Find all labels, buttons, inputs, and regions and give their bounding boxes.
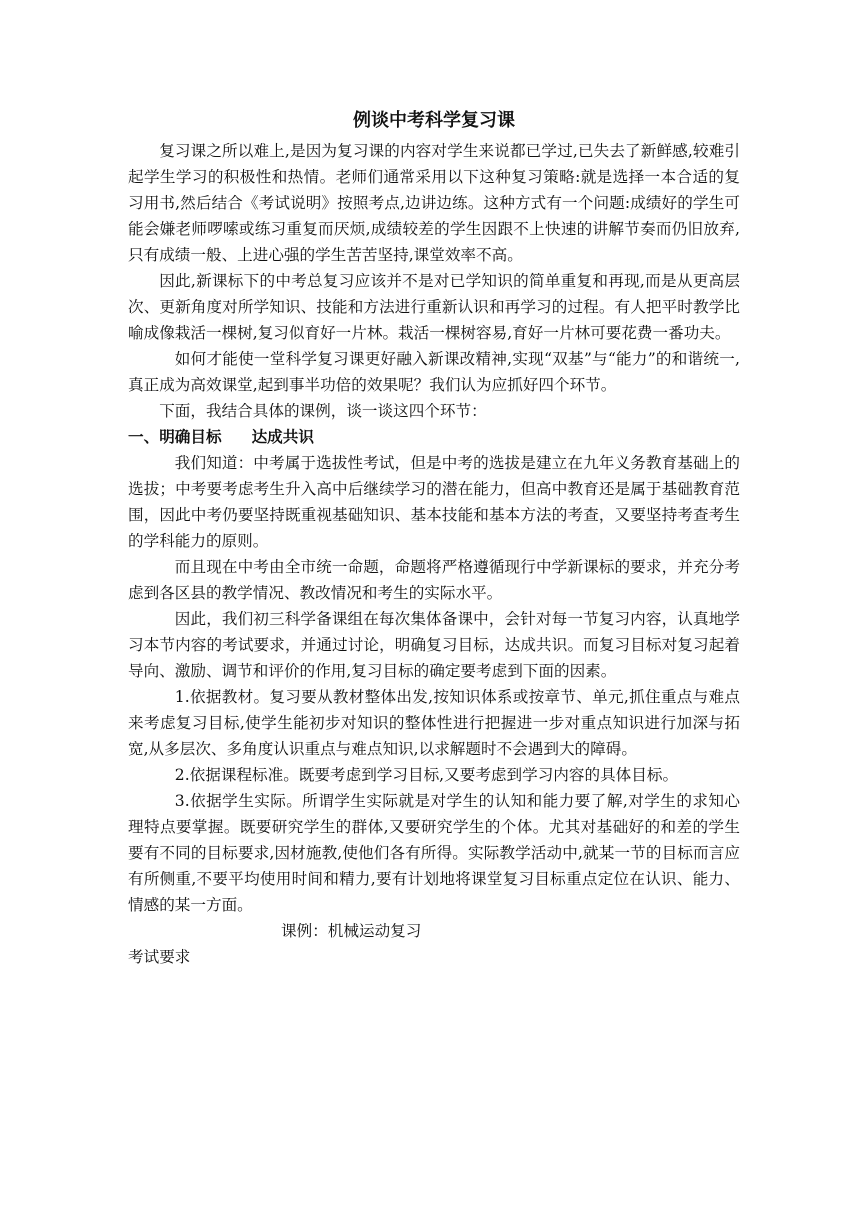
document-page (128, 108, 740, 970)
section-1-paragraph-2: 而且现在中考由全市统一命题，命题将严格遵循现行中学新课标的要求，并充分考虑到各区县的教学情况、教改情况和考生的实际水平。 (128, 558, 740, 602)
intro-paragraph-4: 下面，我结合具体的课例，谈一谈这四个环节： (159, 402, 487, 420)
section-1-heading (128, 424, 740, 450)
section-1-paragraph-3: 因此，我们初三科学备课组在每次集体备课中，会针对每一节复习内容，认真地学习本节内容的考试要求，并通过讨论，明确复习目标，达成共识。而复习目标对复习起着导向、激励、调节和评价的作用,复习目标的确定要考虑到下面的因素。 (128, 610, 740, 680)
section-1-heading-part-b: 达成共识 (251, 428, 314, 446)
example-title: 课例：机械运动复习 (281, 922, 422, 940)
document-title: 例谈中考科学复习课 (353, 110, 515, 131)
exam-requirements-label: 考试要求 (128, 948, 191, 966)
section-1-item-2: 2.依据课程标准。既要考虑到学习目标,又要考虑到学习内容的具体目标。 (174, 766, 679, 784)
intro-paragraph-1: 复习课之所以难上,是因为复习课的内容对学生来说都已学过,已失去了新鲜感,较难引起学生学习的积极性和热情。老师们通常采用以下这种复习策略:就是选择一本合适的复习用书,然后结合《考试说明》按照考点,边讲边练。这种方式有一个问题:成绩好的学生可能会嫌老师啰嗦或练习重复而厌烦,成绩较差的学生因跟不上快速的讲解节奏而仍旧放弃,只有成绩一般、上进心强的学生苦苦坚持,课堂效率不高。 (128, 142, 740, 264)
intro-paragraph-2: 因此,新课标下的中考总复习应该并不是对已学知识的简单重复和再现,而是从更高层次、更新角度对所学知识、技能和方法进行重新认识和再学习的过程。有人把平时教学比喻成像栽活一棵树,复习似育好一片林。栽活一棵树容易,育好一片林可要花费一番功夫。 (128, 272, 740, 342)
intro-paragraph-3: 如何才能使一堂科学复习课更好融入新课改精神,实现“双基”与“能力”的和谐统一,真正成为高效课堂,起到事半功倍的效果呢？我们认为应抓好四个环节。 (128, 350, 740, 394)
section-1-item-1: 1.依据教材。复习要从教材整体出发,按知识体系或按章节、单元,抓住重点与难点来考虑复习目标,使学生能初步对知识的整体性进行把握进一步对重点知识进行加深与拓宽,从多层次、多角度认识重点与难点知识,以求解题时不会遇到大的障碍。 (128, 688, 740, 758)
section-1-paragraph-1: 我们知道：中考属于选拔性考试，但是中考的选拔是建立在九年义务教育基础上的选拔；中考要考虑考生升入高中后继续学习的潜在能力，但高中教育还是属于基础教育范围，因此中考仍要坚持既重视基础知识、基本技能和基本方法的考查，又要坚持考查考生的学科能力的原则。 (128, 454, 740, 550)
section-1-item-3: 3.依据学生实际。所谓学生实际就是对学生的认知和能力要了解,对学生的求知心理特点要掌握。既要研究学生的群体,又要研究学生的个体。尤其对基础好的和差的学生要有不同的目标要求,因材施教,使他们各有所得。实际教学活动中,就某一节的目标而言应有所侧重,不要平均使用时间和精力,要有计划地将课堂复习目标重点定位在认识、能力、情感的某一方面。 (128, 792, 740, 914)
section-1-heading-part-a: 一、明确目标 (128, 428, 222, 446)
